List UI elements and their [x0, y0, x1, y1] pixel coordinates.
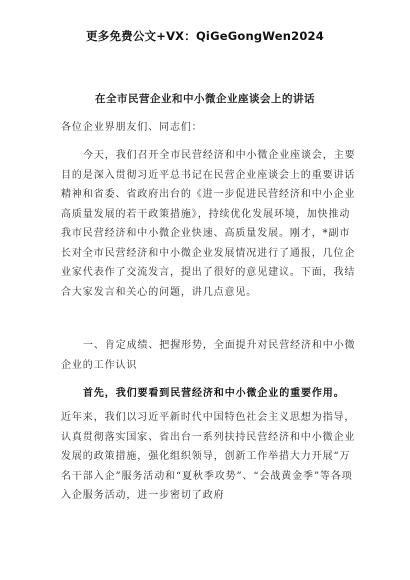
salutation: 各位企业界朋友们、同志们： — [61, 122, 203, 133]
document-title: 在全市民营企业和中小微企业座谈会上的讲话 — [95, 93, 315, 105]
intro-paragraph: 今天，我们召开全市民营经济和中小微企业座谈会，主要目的是深入贯彻习近平总书记在民营企业座谈会上的重要讲话精神和省委、省政府出台的《进一步促进民营经济和中小企业高质量发展的若干政策措施》，持续优化发展环境，加快推动我市民营经济和中小微企业快速、高质量发展。刚才，*副市长对全市民营经济和中小微企业发展情况进行了通报，几位企业家代表作了交流发言，提出了很好的意见建议。下面，我结合大家发言和关心的问题，讲几点意见。 — [61, 150, 356, 298]
body-paragraph: 近年来，我们以习近平新时代中国特色社会主义思想为指导，认真贯彻落实国家、省出台一系列扶持民营经济和中小微企业发展的政策措施，强化组织领导，创新工作举措大力开展“万名干部入企”服务活动和“夏秋季攻势”、“会战黄金季”等各项入企服务活动，进一步密切了政府 — [61, 412, 356, 501]
key-point-heading: 首先，我们要看到民营经济和中小微企业的重要作用。 — [83, 388, 345, 399]
watermark-banner: 更多免费公文+VX：QiGeGongWen2024 — [86, 29, 324, 43]
section-heading: 一、肯定成绩、把握形势，全面提升对民营经济和中小微企业的工作认识 — [61, 340, 356, 371]
